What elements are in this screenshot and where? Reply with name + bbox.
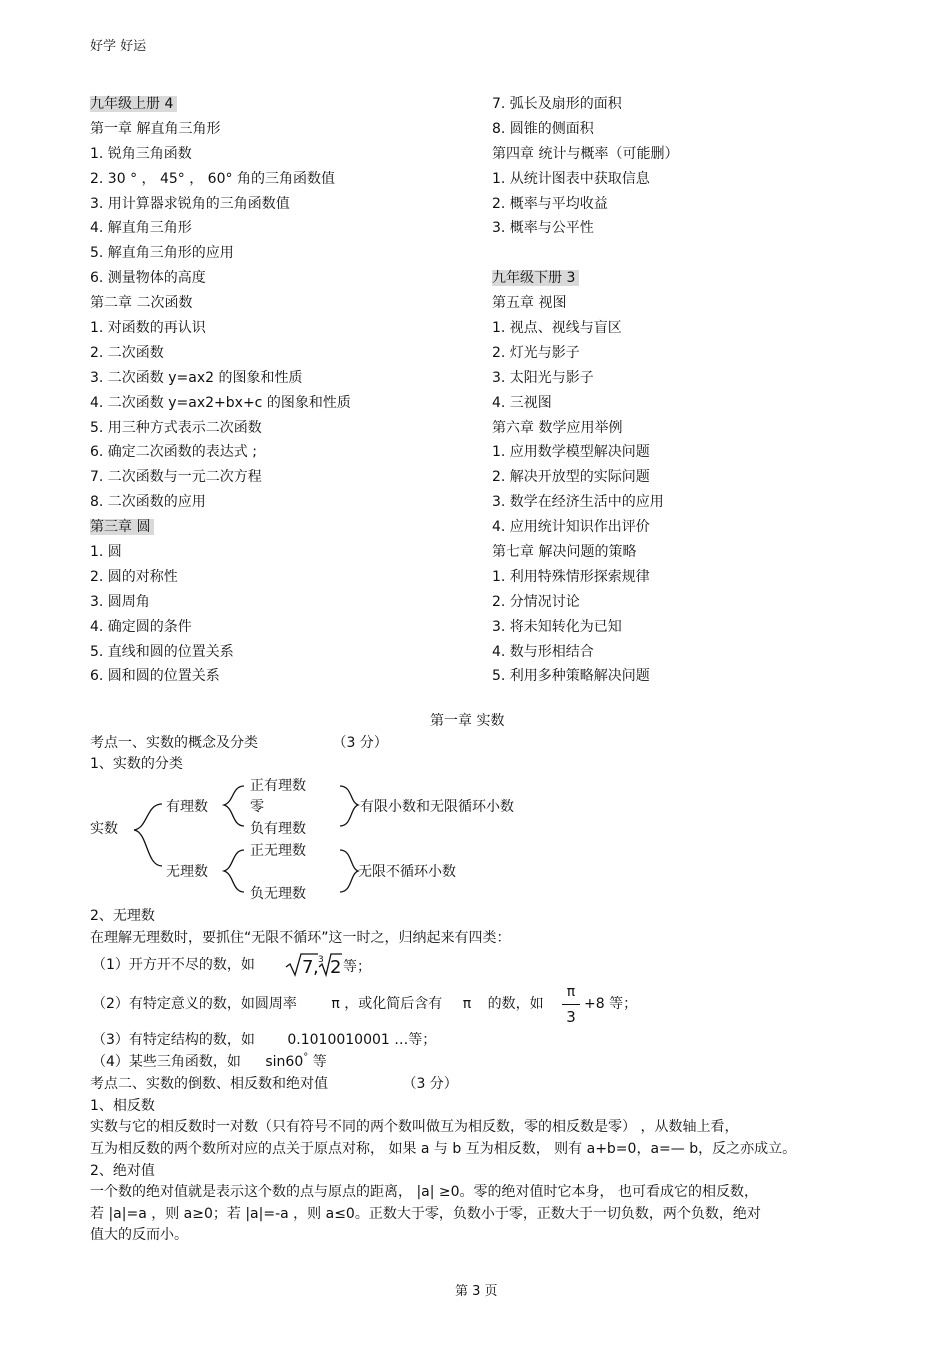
- toc-right-line: [492, 465, 892, 490]
- toc-left-text: 3. 用计算器求锐角的三角函数值: [90, 195, 290, 212]
- toc-right-line: [492, 216, 892, 241]
- item1-suffix: 等；: [343, 959, 371, 975]
- point2-score: （3 分）: [402, 1076, 458, 1092]
- toc-right-text: 3. 将未知转化为已知: [492, 618, 622, 635]
- item3-value: 0.1010010001 …等；: [287, 1032, 437, 1048]
- toc-right-line: [492, 440, 892, 465]
- toc-right-text: 4. 应用统计知识作出评价: [492, 519, 650, 536]
- point2-title-text: 考点二、实数的倒数、相反数和绝对值: [90, 1076, 328, 1092]
- toc-right-line: [492, 590, 892, 615]
- radical-expression: [282, 950, 342, 980]
- toc-right-line: [492, 316, 892, 341]
- toc-right-text: 4. 数与形相结合: [492, 643, 594, 660]
- pi-fraction: [562, 982, 580, 1027]
- toc-left-line: [90, 192, 490, 217]
- toc-left-text: 3. 二次函数 y=ax2 的图象和性质: [90, 369, 303, 386]
- toc-left-line: [90, 640, 490, 665]
- radicand-2: 2: [330, 957, 342, 978]
- toc-left-line: [90, 241, 490, 266]
- irrational-item-1: [92, 956, 255, 974]
- toc-right-text: 第四章 统计与概率（可能删）: [492, 145, 679, 162]
- pos-irrational-label: 正无理数: [250, 843, 306, 859]
- toc-right-text: 第六章 数学应用举例: [492, 419, 623, 436]
- sec3-line: 实数与它的相反数时一对数（只有符号不同的两个数叫做互为相反数，零的相反数是零） ，从数轴上看，: [90, 1119, 739, 1135]
- toc-right-text: 第五章 视图: [492, 295, 567, 312]
- toc-right-line: [492, 92, 892, 117]
- toc-left-line: [90, 391, 490, 416]
- toc-left-text: 5. 用三种方式表示二次函数: [90, 419, 262, 436]
- sec2-title: 2、无理数: [90, 908, 155, 924]
- irrational-label: 无理数: [166, 864, 208, 880]
- neg-rational-label: 负有理数: [250, 821, 306, 837]
- toc-left-line: [90, 465, 490, 490]
- toc-left-text: 4. 确定圆的条件: [90, 618, 192, 635]
- toc-right-text: 2. 分情况讨论: [492, 593, 580, 610]
- toc-right-line: [492, 664, 892, 689]
- rational-note: 有限小数和无限循环小数: [360, 799, 514, 815]
- point2-title: [90, 1075, 458, 1093]
- toc-left-text: 第二章 二次函数: [90, 295, 193, 312]
- toc-right-line: [492, 167, 892, 192]
- toc-left-line: [90, 291, 490, 316]
- toc-right-text: 7. 弧长及扇形的面积: [492, 96, 622, 112]
- rational-left-brace: [224, 786, 244, 826]
- irrational-item-2: [92, 995, 544, 1013]
- toc-left-line: [90, 316, 490, 341]
- sec4-paragraph: [90, 1182, 860, 1247]
- toc-right-text: 3. 数学在经济生活中的应用: [492, 494, 664, 511]
- page-footer: 第 3 页: [455, 1284, 498, 1299]
- toc-left-text: 1. 对函数的再认识: [90, 320, 206, 337]
- toc-right-line: [492, 266, 892, 291]
- sec3-title: 1、相反数: [90, 1098, 155, 1114]
- toc-right-text: 1. 利用特殊情形探索规律: [492, 568, 650, 585]
- toc-left-text: 4. 二次函数 y=ax2+bx+c 的图象和性质: [90, 394, 351, 411]
- item3-text: （3）有特定结构的数，如: [92, 1032, 255, 1048]
- item2-mid: ，或化简后含有: [344, 996, 443, 1012]
- toc-right-text: 第七章 解决问题的策略: [492, 544, 637, 561]
- chapter-title: 第一章 实数: [430, 713, 505, 729]
- svg-text:,: ,: [313, 957, 319, 978]
- root-brace: [134, 804, 162, 866]
- sec2-intro: 在理解无理数时，要抓住“无限不循环”这一时之，归纳起来有四类：: [90, 930, 511, 946]
- item2-tail: +8 等；: [584, 996, 638, 1012]
- toc-left-line: [90, 565, 490, 590]
- toc-right-line: [492, 565, 892, 590]
- sec4-title: 2、绝对值: [90, 1163, 155, 1179]
- toc-left-line: [90, 590, 490, 615]
- toc-left-line: [90, 366, 490, 391]
- toc-right-line: [492, 490, 892, 515]
- toc-right-line: [492, 192, 892, 217]
- toc-right-text: 1. 视点、视线与盲区: [492, 320, 622, 337]
- toc-left-text: 2. 30 ° ， 45° ， 60° 角的三角函数值: [90, 170, 335, 187]
- toc-left-text: 2. 圆的对称性: [90, 568, 178, 585]
- point1-title-text: 考点一、实数的概念及分类: [90, 735, 258, 751]
- classification-braces: [0, 770, 950, 910]
- irrational-right-brace: [340, 850, 358, 892]
- toc-left-text: 4. 解直角三角形: [90, 220, 192, 237]
- item2-mid2: 的数，如: [487, 996, 544, 1012]
- toc-left-text: 第一章 解直角三角形: [90, 120, 221, 137]
- toc-right-line: [492, 391, 892, 416]
- toc-left-text: 6. 确定二次函数的表达式 ;: [90, 444, 257, 461]
- toc-left-text: 1. 圆: [90, 544, 122, 561]
- toc-right-text: 8. 圆锥的侧面积: [492, 120, 594, 137]
- irrational-item-4: [92, 1053, 327, 1073]
- toc-left-heading: 九年级上册 4: [90, 96, 177, 112]
- toc-left-text: 8. 二次函数的应用: [90, 494, 206, 511]
- toc-right-line: [492, 117, 892, 142]
- toc-left-text: 5. 直线和圆的位置关系: [90, 643, 234, 660]
- fraction-numerator: π: [566, 984, 576, 1000]
- toc-left-text: 6. 圆和圆的位置关系: [90, 668, 220, 685]
- toc-right-line: [492, 366, 892, 391]
- radical-index: 3: [318, 955, 324, 965]
- item2-pi: π: [331, 996, 340, 1012]
- toc-left-column: [90, 92, 490, 689]
- toc-left-line: [90, 515, 490, 540]
- toc-left-text: 7. 二次函数与一元二次方程: [90, 469, 262, 486]
- toc-right-line: [492, 615, 892, 640]
- toc-left-line: [90, 615, 490, 640]
- point1-score: （3 分）: [332, 735, 388, 751]
- rational-right-brace: [340, 786, 358, 826]
- toc-left-text: 1. 锐角三角函数: [90, 145, 192, 162]
- toc-left-line: [90, 416, 490, 441]
- toc-right-line: [492, 291, 892, 316]
- toc-right-text: 2. 解决开放型的实际问题: [492, 469, 650, 486]
- toc-left-text: 6. 测量物体的高度: [90, 270, 206, 287]
- toc-right-line: [492, 640, 892, 665]
- toc-left-line: [90, 440, 490, 465]
- irrational-left-brace: [224, 850, 244, 892]
- rational-label: 有理数: [166, 799, 208, 815]
- real-number-label: 实数: [90, 821, 118, 837]
- toc-right-text: 1. 应用数学模型解决问题: [492, 444, 650, 461]
- toc-left-line: [90, 490, 490, 515]
- sec3-paragraph: [90, 1117, 860, 1160]
- toc-right-heading: 九年级下册 3: [492, 270, 579, 286]
- sec4-line: 一个数的绝对值就是表示这个数的点与原点的距离， |a| ≥0。零的绝对值时它本身， 也可看成它的相反数，: [90, 1184, 758, 1200]
- toc-left-line: [90, 92, 490, 117]
- toc-right-line: [492, 241, 892, 266]
- toc-right-line: [492, 540, 892, 565]
- pos-rational-label: 正有理数: [250, 778, 306, 794]
- toc-right-line: [492, 416, 892, 441]
- irrational-note: 无限不循环小数: [358, 864, 456, 880]
- irrational-item-3: [92, 1031, 436, 1049]
- item4-degree: °: [303, 1052, 309, 1063]
- sec3-line: 互为相反数的两个数所对应的点关于原点对称， 如果 a 与 b 互为相反数， 则有 a+b=0，a=— b，反之亦成立。: [90, 1140, 797, 1157]
- point1-title: [90, 734, 388, 752]
- item2-prefix: （2）有特定意义的数，如圆周率: [92, 996, 297, 1012]
- item4-tail: 等: [312, 1054, 327, 1070]
- sec1-title: 1、实数的分类: [90, 756, 183, 772]
- toc-left-text: 5. 解直角三角形的应用: [90, 245, 234, 262]
- toc-right-line: [492, 341, 892, 366]
- toc-left-line: [90, 216, 490, 241]
- item1-prefix: （1）开方开不尽的数，如: [92, 957, 255, 973]
- radicand-7: 7: [302, 957, 314, 978]
- toc-left-line: [90, 117, 490, 142]
- toc-left-line: [90, 341, 490, 366]
- sec4-line: 若 |a|=a ，则 a≥0；若 |a|=-a ，则 a≤0。正数大于零，负数小于零，正数大于一切负数，两个负数，绝对: [90, 1205, 761, 1222]
- toc-right-text: 5. 利用多种策略解决问题: [492, 668, 650, 685]
- toc-right-text: 2. 概率与平均收益: [492, 195, 608, 212]
- toc-right-text: 2. 灯光与影子: [492, 344, 580, 361]
- page-header: 好学 好运: [90, 39, 147, 54]
- toc-right-text: 3. 太阳光与影子: [492, 369, 594, 386]
- toc-right-text: 1. 从统计图表中获取信息: [492, 170, 650, 187]
- toc-right-column: [492, 92, 892, 689]
- neg-irrational-label: 负无理数: [250, 886, 306, 902]
- toc-right-text: 4. 三视图: [492, 394, 552, 411]
- toc-right-text: 3. 概率与公平性: [492, 220, 594, 237]
- toc-left-text: 3. 圆周角: [90, 593, 150, 610]
- toc-left-line: [90, 664, 490, 689]
- toc-right-line: [492, 515, 892, 540]
- toc-left-heading: 第三章 圆: [90, 519, 154, 535]
- sec4-line: 值大的反而小。: [90, 1227, 188, 1243]
- toc-left-line: [90, 142, 490, 167]
- toc-left-line: [90, 540, 490, 565]
- item2-pi2: π: [462, 996, 472, 1012]
- zero-label: 零: [250, 799, 264, 815]
- toc-right-line: [492, 142, 892, 167]
- item4-text: （4）某些三角函数，如: [92, 1054, 241, 1070]
- toc-left-line: [90, 167, 490, 192]
- toc-left-text: 2. 二次函数: [90, 344, 164, 361]
- toc-left-line: [90, 266, 490, 291]
- item4-value: sin60: [265, 1054, 304, 1070]
- fraction-denominator: 3: [566, 1008, 576, 1026]
